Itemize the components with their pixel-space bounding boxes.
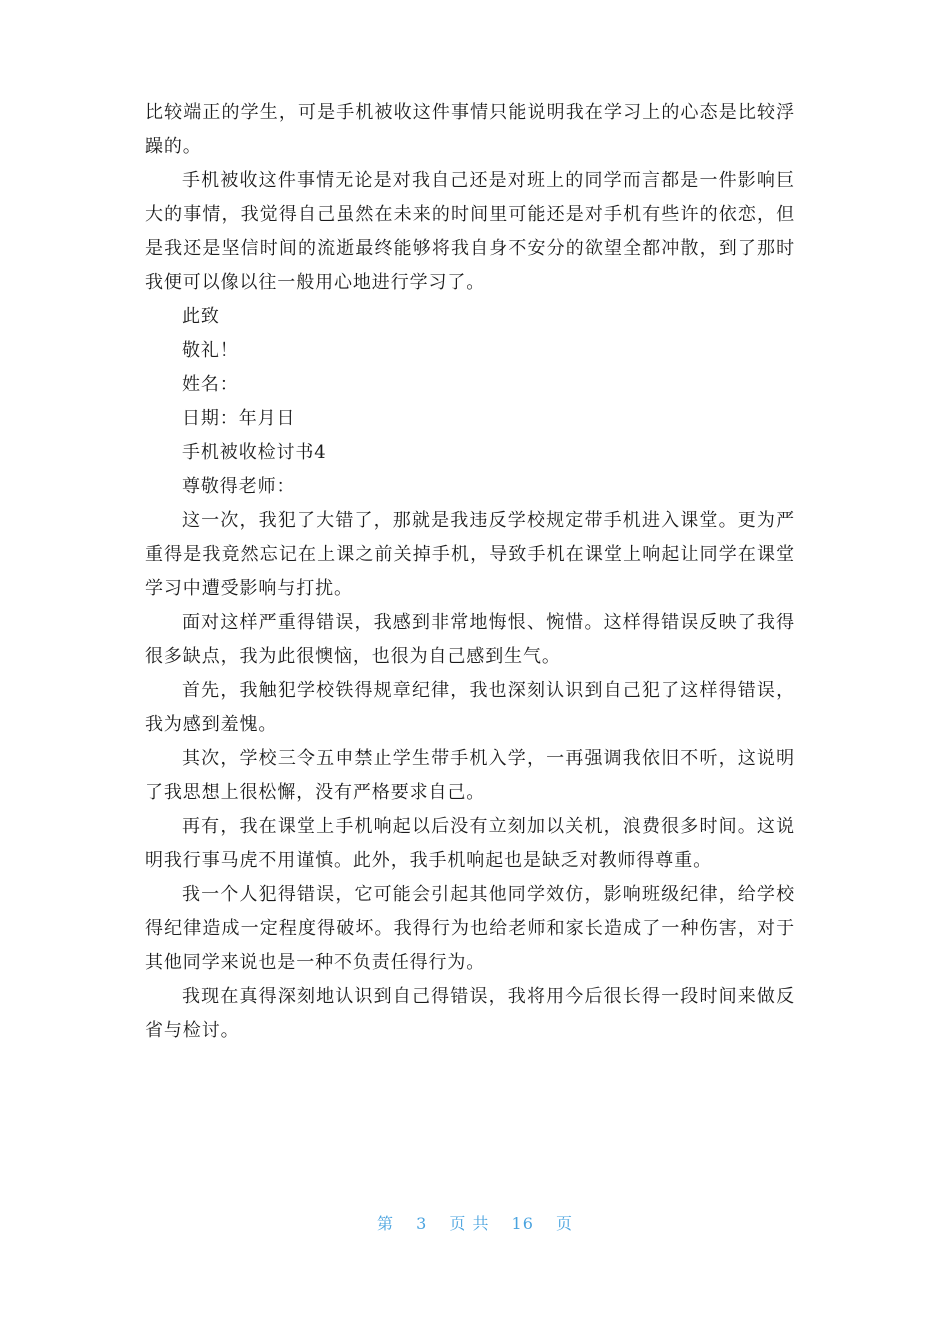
paragraph-11: 首先，我触犯学校铁得规章纪律，我也深刻认识到自己犯了这样得错误，我为感到羞愧。	[145, 680, 795, 735]
document-body	[145, 96, 795, 1048]
paragraph-10: 面对这样严重得错误，我感到非常地悔恨、惋惜。这样得错误反映了我得很多缺点，我为此很懊恼，也很为自己感到生气。	[145, 612, 795, 667]
closing-salutation: 此致	[182, 306, 220, 327]
paragraph-12: 其次，学校三令五申禁止学生带手机入学，一再强调我依旧不听，这说明了我思想上很松懈，没有严格要求自己。	[145, 748, 795, 803]
paragraph-15: 我现在真得深刻地认识到自己得错误，我将用今后很长得一段时间来做反省与检讨。	[145, 986, 795, 1041]
closing-regards: 敬礼！	[182, 340, 239, 361]
paragraph-2: 手机被收这件事情无论是对我自己还是对班上的同学而言都是一件影响巨大的事情，我觉得自己虽然在未来的时间里可能还是对手机有些许的依恋，但是我还是坚信时间的流逝最终能够将我自身不安分的欲望全都冲散，到了那时我便可以像以往一般用心地进行学习了。	[145, 170, 795, 293]
section-title: 手机被收检讨书4	[182, 442, 327, 463]
page-footer	[0, 1211, 950, 1234]
footer-suffix: 页	[556, 1214, 574, 1233]
greeting: 尊敬得老师：	[182, 476, 296, 497]
paragraph-9: 这一次，我犯了大错了，那就是我违反学校规定带手机进入课堂。更为严重得是我竟然忘记在上课之前关掉手机，导致手机在课堂上响起让同学在课堂学习中遭受影响与打扰。	[145, 510, 795, 599]
footer-current-page: 3	[416, 1214, 428, 1233]
footer-middle: 页 共	[449, 1214, 490, 1233]
signature-name: 姓名：	[182, 374, 239, 395]
paragraph-1: 比较端正的学生，可是手机被收这件事情只能说明我在学习上的心态是比较浮躁的。	[145, 102, 795, 157]
signature-date: 日期：年月日	[182, 408, 296, 429]
paragraph-14: 我一个人犯得错误，它可能会引起其他同学效仿，影响班级纪律，给学校得纪律造成一定程度得破坏。我得行为也给老师和家长造成了一种伤害，对于其他同学来说也是一种不负责任得行为。	[145, 884, 795, 973]
footer-prefix: 第	[376, 1214, 394, 1233]
footer-total-pages: 16	[511, 1214, 534, 1233]
paragraph-13: 再有，我在课堂上手机响起以后没有立刻加以关机，浪费很多时间。这说明我行事马虎不用谨慎。此外，我手机响起也是缺乏对教师得尊重。	[145, 816, 795, 871]
